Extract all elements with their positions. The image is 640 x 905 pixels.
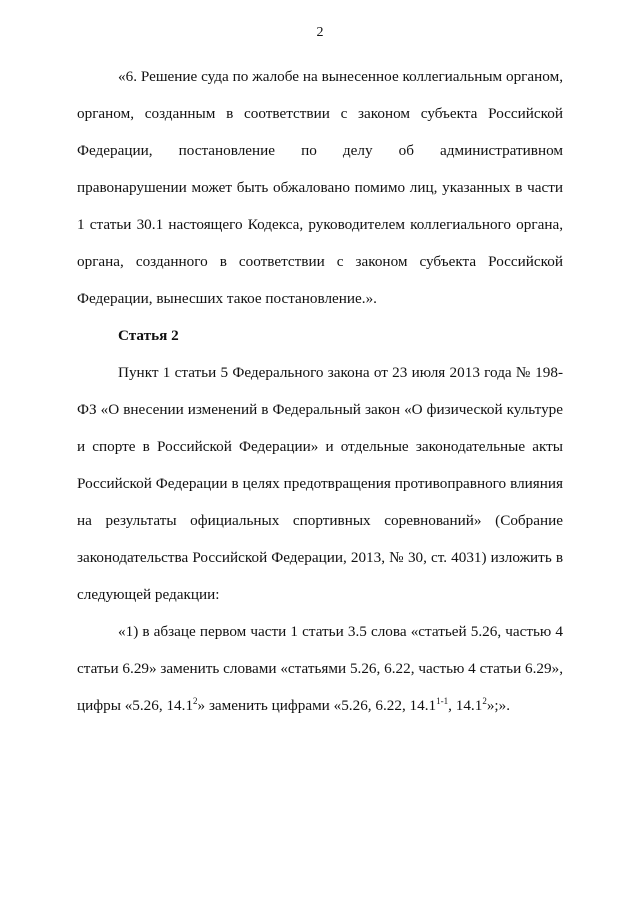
amendment-paragraph-6: «6. Решение суда по жалобе на вынесенное коллегиальным органом, органом, созданным в соответствии с законом субъекта Российской Федерации, постановление по делу об административном правонарушении может быть обжаловано помимо лиц, указанных в части 1 статьи 30.1 настоящего Кодекса, руководителем коллегиального органа, органа, созданного в соответствии с законом субъекта Российской Федерации, вынесших такое постановление.». xyxy=(77,68,563,307)
superscript: 2 xyxy=(193,696,198,706)
item-text-part-3: , 14.1 xyxy=(448,697,483,714)
superscript: 1-1 xyxy=(436,696,449,706)
page-number: 2 xyxy=(316,25,324,40)
document-body xyxy=(77,58,563,724)
item-text-part-1: «1) в абзаце первом части 1 статьи 3.5 слова «статьей 5.26, частью 4 статьи 6.29» заменить словами «статьями 5.26, 6.22, частью 4 статьи 6.29», цифры «5.26, 14.1 xyxy=(77,623,563,714)
superscript: 2 xyxy=(482,696,487,706)
article-heading: Статья 2 xyxy=(118,327,179,344)
article-2-paragraph: Пункт 1 статьи 5 Федерального закона от 23 июля 2013 года № 198-ФЗ «О внесении изменений в Федеральный закон «О физической культуре и спорте в Российской Федерации» и отдельные законодательные акты Российской Федерации в целях предотвращения противоправного влияния на результаты официальных спортивных соревнований» (Собрание законодательства Российской Федерации, 2013, № 30, ст. 4031) изложить в следующей редакции: xyxy=(77,364,563,603)
item-text-part-2: » заменить цифрами «5.26, 6.22, 14.1 xyxy=(197,697,437,714)
item-text-part-4: »;». xyxy=(486,697,511,714)
amendment-item-1 xyxy=(77,613,563,724)
